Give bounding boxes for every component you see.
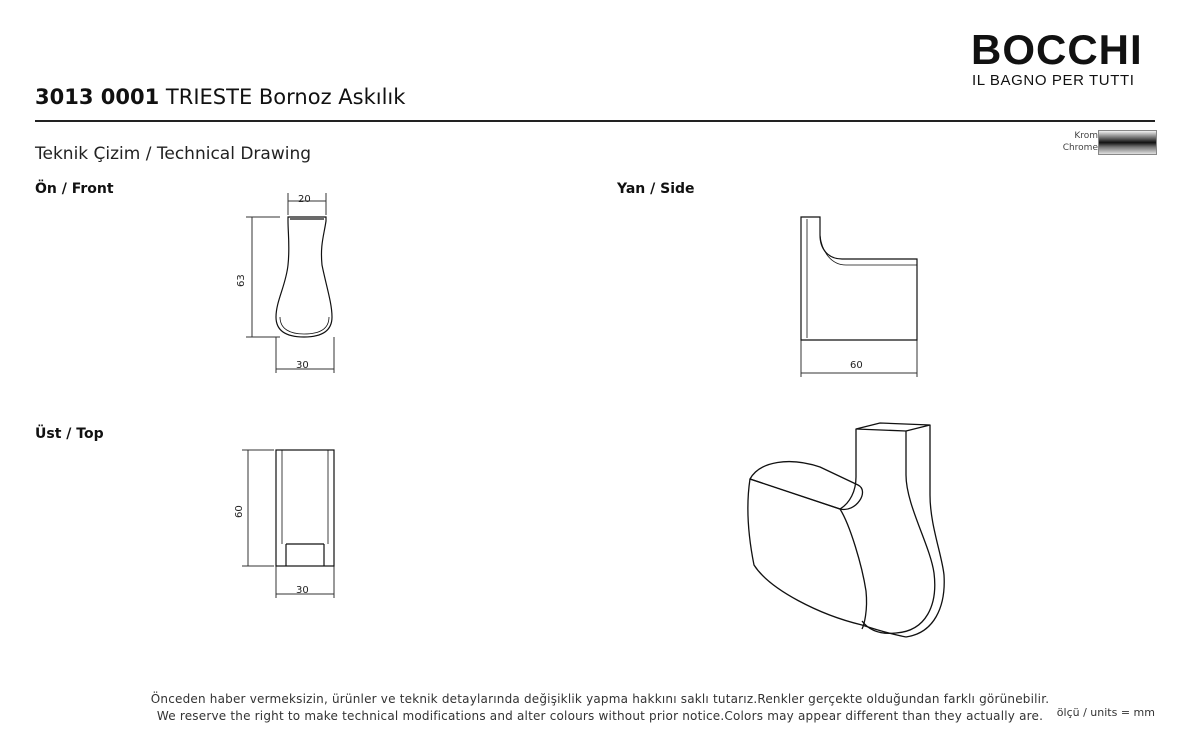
top-dim-height: 60	[234, 505, 245, 518]
finish-label-tr: Krom	[1074, 131, 1098, 141]
product-code: 3013 0001	[35, 85, 160, 109]
brand-tagline: IL BAGNO PER TUTTI	[972, 72, 1135, 89]
brand-logo: BOCCHI	[971, 26, 1143, 73]
front-dim-bottom: 30	[296, 360, 309, 371]
page-title	[35, 85, 405, 109]
product-name: TRIESTE Bornoz Askılık	[165, 85, 406, 109]
front-view-drawing	[230, 185, 360, 375]
finish-label-en: Chrome	[1062, 143, 1098, 153]
front-dim-height: 63	[236, 274, 247, 287]
top-dim-bottom: 30	[296, 585, 309, 596]
side-view-label: Yan / Side	[617, 181, 695, 197]
chrome-finish-swatch	[1098, 130, 1157, 155]
side-dim-bottom: 60	[850, 360, 863, 371]
side-view-drawing	[790, 205, 930, 380]
units-note: ölçü / units = mm	[1056, 706, 1155, 719]
top-view-label: Üst / Top	[35, 426, 104, 442]
front-view-label: Ön / Front	[35, 181, 114, 197]
top-view-drawing	[230, 440, 360, 600]
header-divider	[35, 120, 1155, 122]
disclaimer-en: We reserve the right to make technical modifications and alter colours without prior notice.Colors may appear different than they actually are.	[156, 709, 1044, 723]
front-dim-top: 20	[298, 194, 311, 205]
disclaimer-tr: Önceden haber vermeksizin, ürünler ve teknik detaylarında değişiklik yapma hakkını saklı tutarız.Renkler gerçekte olduğundan farklı görünebilir.	[150, 692, 1050, 706]
drawing-subtitle: Teknik Çizim / Technical Drawing	[35, 144, 312, 164]
isometric-view-drawing	[730, 415, 950, 650]
